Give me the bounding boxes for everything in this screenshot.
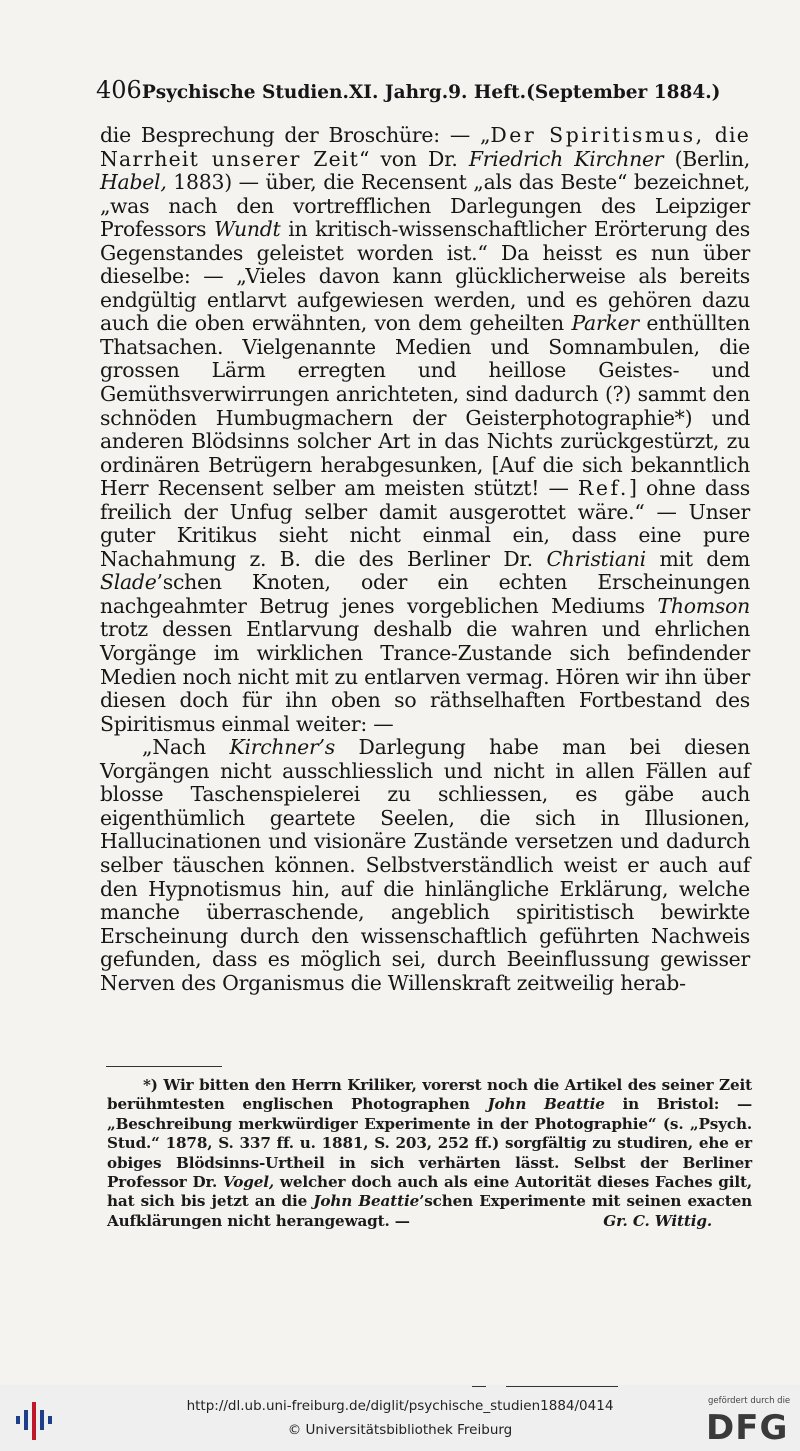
footnote-text: *) Wir bitten den Herrn Kriliker, vorerst noch die Artikel des seiner Zeit berühmtesten englischen Photographen John Beattie in Bristol: — „Beschreibung merkwürdiger Experimente in der Photographie“ (s. „Psych. Stud.“ 1878, S. 337 ff. u. 1881, S. 203, 252 ff.) sorgfältig zu studiren, ehe er obiges Blödsinns-Urtheil in sich verhärten lässt. Selbst der Berliner Professor Dr. Vogel, welcher doch auch als eine Autorität dieses Faches gilt, hat sich bis jetzt an die John Beattie’schen Experimente mit seinen exacten Aufklärungen nicht herangewagt. — Gr. C. Wittig. — [107, 1076, 752, 1230]
name-parker: Parker — [571, 311, 639, 336]
name-john-beattie: John Beattie — [313, 1192, 420, 1211]
edge-mark — [506, 1386, 618, 1387]
page-edge-marks — [472, 1386, 752, 1388]
name-slade: Slade — [100, 570, 157, 595]
spaced-title: Der Spiritismus, — [490, 123, 705, 147]
paragraph: die Besprechung der Broschüre: — „Der Spiritismus, die Narrheit unserer Zeit“ von Dr. Friedrich Kirchner (Berlin, Habel, 1883) — über, die Recensent „als das Beste“ bezeichnet, „was nach den vortrefflichen Darlegungen des Leipziger Professors Wundt in kritisch-wissenschaftlicher Erörterung des Gegenstandes geleistet worden ist.“ Da heisst es nun über dieselbe: — „Vieles davon kann glücklicherweise als bereits endgültig entlarvt aufgewiesen werden, und es gehören dazu auch die oben erwähnten, von dem geheilten Parker enthüllten Thatsachen. Vielgenannte Medien und Somnambulen, die grossen Lärm erregten und heillose Geistes- und Gemüthsverwirrungen anrichteten, sind dadurch (?) sammt den schnöden Humbugmachern der Geisterphotographie*) und anderen Blödsinns solcher Art in das Nichts zurückgestürzt, zu ordinären Betrügern herabgesunken, [Auf die sich bekanntlich Herr Recensent selber am meisten stützt! — Ref.] ohne dass freilich der Unfug selber damit ausgerottet wäre.“ — Unser guter Kritikus sieht nicht einmal ein, dass eine pure Nachahmung z. B. die des Berliner Dr. Christiani mit dem Slade’schen Knoten, oder ein echten Erscheinungen nachgeahmter Betrug jenes vorgeblichen Mediums Thomson trotz dessen Entlarvung deshalb die wahren und ehrlichen Vorgänge im wirklichen Trance-Zustande sich befindender Medien noch nicht mit zu entlarven vermag. Hören wir ihn über diesen doch für ihn oben so räthselhaften Fortbestand des Spiritismus einmal weiter: — — [100, 123, 751, 736]
permalink-url[interactable]: http://dl.ub.uni-freiburg.de/diglit/psychische_studien1884/0414 — [186, 1398, 614, 1414]
dfg-caption: gefördert durch die — [708, 1396, 791, 1406]
publisher-name: Habel, — [100, 170, 167, 195]
name-john: John — [487, 1095, 544, 1114]
running-header — [96, 76, 721, 104]
name-kirchner: Kirchner’s — [229, 735, 335, 760]
journal-title: Psychische Studien. — [141, 82, 349, 103]
main-text — [100, 124, 750, 995]
name-thomson: Thomson — [657, 593, 750, 618]
spaced-title: die Narrheit unserer Zeit — [100, 123, 751, 171]
dfg-logo — [700, 1396, 796, 1446]
viewer-footer — [0, 1390, 800, 1451]
name-wundt: Wundt — [214, 217, 281, 242]
footnote — [107, 1076, 752, 1231]
issue-date: (September 1884.) — [526, 82, 721, 103]
dfg-wordmark: DFG — [706, 1408, 789, 1448]
paragraph: „Nach Kirchner’s Darlegung habe man bei diesen Vorgängen nicht ausschliesslich und nicht in allen Fällen auf blosse Taschenspielerei zu schliessen, es gäbe auch eigenthümlich geartete Seelen, die sich in Illusionen, Hallucinationen und visionäre Zustände versetzen und dadurch selber täuschen können. Selbstverständlich weist er auch auf den Hypnotismus hin, auf die hinlängliche Erklärung, welche manche überraschende, angeblich spiritistisch bewirkte Erscheinung durch den wissenschaftlich geführten Nachweis gefunden, dass es möglich sei, durch Beeinflussung gewisser Nerven des Organismus die Willenskraft zeitweilig herab- — [100, 735, 750, 995]
author-name: Friedrich Kirchner — [468, 146, 664, 171]
volume-label: XI. Jahrg. — [348, 82, 449, 103]
copyright-notice: © Universitätsbibliothek Freiburg — [287, 1422, 513, 1438]
name-vogel: Vogel, — [223, 1173, 274, 1192]
name-christiani: Christiani — [546, 546, 646, 571]
issue-label: 9. Heft. — [448, 82, 527, 103]
ref-marker: Ref. — [577, 476, 629, 501]
footnote-divider — [106, 1066, 222, 1067]
footnote-signature: Gr. C. Wittig. — [603, 1211, 712, 1230]
name-beattie: Beattie — [544, 1095, 605, 1114]
edge-mark — [472, 1386, 486, 1387]
page-number: 406 — [96, 76, 142, 104]
